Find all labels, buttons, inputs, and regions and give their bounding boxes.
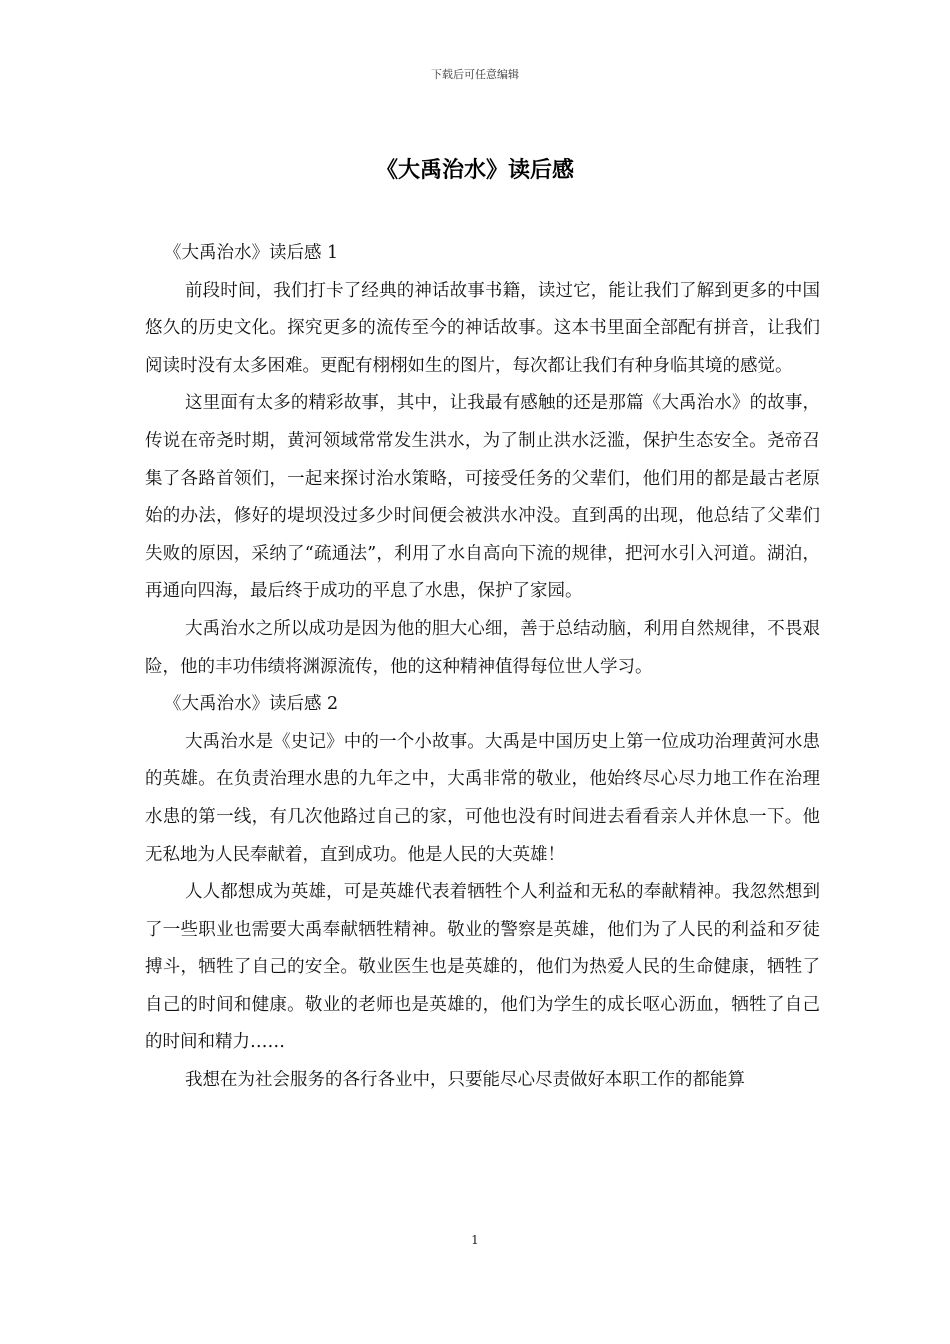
page-number: 1 [471,1233,479,1247]
paragraph: 这里面有太多的精彩故事，其中，让我最有感触的还是那篇《大禹治水》的故事，传说在帝尧时期，黄河领域常常发生洪水，为了制止洪水泛滥，保护生态安全。尧帝召集了各路首领们，一起来探讨治水策略，可接受任务的父辈们，他们用的都是最古老原始的办法，修好的堤坝没过多少时间便会被洪水冲没。直到禹的出现，他总结了父辈们失败的原因，采纳了“疏通法”，利用了水自高向下流的规律，把河水引入河道。湖泊，再通向四海，最后终于成功的平息了水患，保护了家园。 [145,393,820,602]
section-heading: 《大禹治水》读后感 1 [164,243,339,263]
paragraph: 人人都想成为英雄，可是英雄代表着牺牲个人利益和无私的奉献精神。我忽然想到了一些职业也需要大禹奉献牺牲精神。敬业的警察是英雄，他们为了人民的利益和歹徒搏斗，牺牲了自己的安全。敬业医生也是英雄的，他们为热爱人民的生命健康，牺牲了自己的时间和健康。敬业的老师也是英雄的，他们为学生的成长呕心沥血，牺牲了自己的时间和精力…… [145,882,820,1053]
section-heading: 《大禹治水》读后感 2 [164,694,339,715]
paragraph: 大禹治水之所以成功是因为他的胆大心细，善于总结动脑，利用自然规律，不畏艰险，他的丰功伟绩将渊源流传，他的这种精神值得每位世人学习。 [145,618,820,677]
document-title: 《大禹治水》读后感 [375,157,574,183]
paragraph: 我想在为社会服务的各行各业中，只要能尽心尽责做好本职工作的都能算 [185,1070,745,1091]
header-note: 下载后可任意编辑 [431,68,519,81]
paragraph: 大禹治水是《史记》中的一个小故事。大禹是中国历史上第一位成功治理黄河水患的英雄。在负责治理水患的九年之中，大禹非常的敬业，他始终尽心尽力地工作在治理水患的第一线，有几次他路过自己的家，可他也没有时间进去看看亲人并休息一下。他无私地为人民奉献着，直到成功。他是人民的大英雄！ [145,731,820,865]
paragraph: 前段时间，我们打卡了经典的神话故事书籍，读过它，能让我们了解到更多的中国悠久的历史文化。探究更多的流传至今的神话故事。这本书里面全部配有拼音，让我们阅读时没有太多困难。更配有栩栩如生的图片，每次都让我们有种身临其境的感觉。 [145,280,820,376]
document-body [145,235,820,1100]
